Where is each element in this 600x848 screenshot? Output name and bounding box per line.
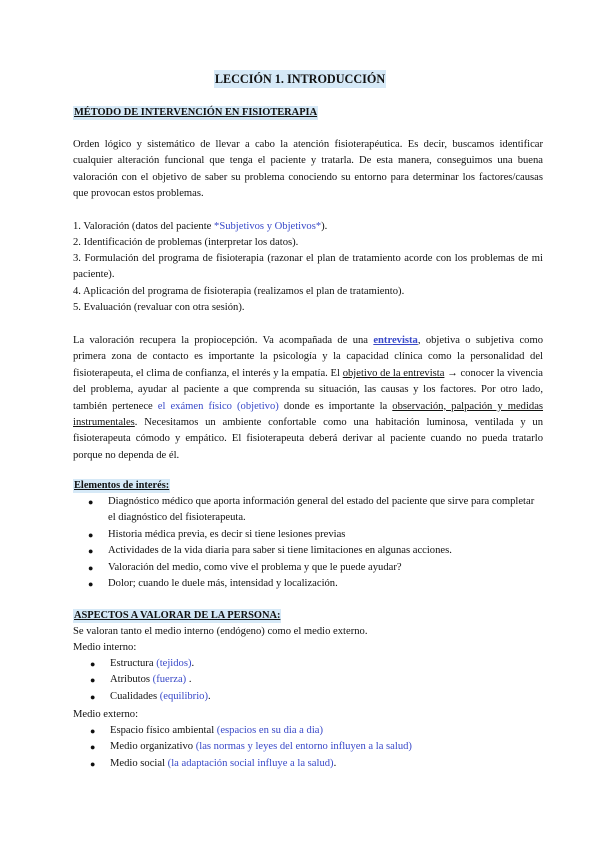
- list-item: [90, 656, 530, 672]
- medio-externo-label: Medio externo:: [73, 709, 139, 720]
- valoracion-text-3: → conocer la vivencia del problema, ayudar al paciente a que comprenda su situación, las causas y los factores. Por otro lado, también pertenece: [73, 367, 543, 412]
- item-highlight: (espacios en su dia a dia): [216, 725, 323, 736]
- bullet-icon: ●: [90, 742, 96, 753]
- examen-fisico-highlight: el exámen físico (objetivo): [157, 400, 279, 412]
- step-3: 3. Formulación del programa de fisioterapia (razonar el plan de tratamiento acorde con los problemas de mi paciente).: [73, 253, 543, 281]
- item-text: Cualidades: [110, 690, 160, 702]
- objetivo-entrevista: objetivo de la entrevista: [342, 367, 445, 379]
- list-item: [90, 689, 530, 705]
- list-item: [90, 723, 530, 739]
- list-item: [84, 543, 544, 559]
- valoracion-text-1: La valoración recupera la propiocepción. Va acompañada de una: [73, 335, 374, 346]
- list-item-text: Actividades de la vida diaria para saber si tiene limitaciones en algunas acciones.: [108, 545, 452, 557]
- item-highlight: (equilibrio): [159, 690, 208, 702]
- item-end: .: [207, 690, 211, 702]
- medio-externo-list: [90, 723, 530, 772]
- bullet-icon: ●: [88, 562, 94, 573]
- list-item: [90, 739, 530, 755]
- step-1-end: ).: [321, 221, 328, 232]
- item-highlight: (fuerza): [152, 674, 187, 686]
- item-text: Espacio físico ambiental: [110, 725, 217, 736]
- section-heading-metodo: [73, 105, 543, 121]
- item-text: Medio social: [110, 757, 168, 769]
- valoracion-text-5: . Necesitamos un ambiente confortable como una habitación luminosa, ventilada y un fisioterapeuta cómodo y empático. El fisioterapeuta deberá derivar al paciente cuando no pueda tratarlo porque no dependa de él.: [73, 417, 543, 461]
- bullet-icon: ●: [90, 659, 96, 669]
- list-item: [90, 756, 530, 772]
- bullet-icon: ●: [90, 726, 96, 736]
- list-item: [84, 576, 544, 592]
- list-item-text: Valoración del medio, como vive el problema y que le puede ayudar?: [108, 561, 402, 573]
- list-item: [90, 672, 530, 688]
- elementos-list: [84, 494, 544, 592]
- medio-interno-label: Medio interno:: [73, 642, 137, 653]
- elementos-heading-text: Elementos de interés:: [74, 480, 170, 491]
- observacion-underline: observación, palpación y medidas instrumentales: [73, 400, 544, 429]
- step-4: 4. Aplicación del programa de fisioterapia (realizamos el plan de tratamiento).: [73, 286, 405, 297]
- aspectos-intro: Se valoran tanto el medio interno (endógeno) como el medio externo.: [73, 626, 368, 637]
- title-container: [0, 70, 600, 89]
- section-heading-aspectos: [73, 608, 543, 624]
- step-1-text: 1. Valoración (datos del paciente: [73, 221, 215, 232]
- valoracion-paragraph: [73, 333, 543, 464]
- bullet-icon: ●: [90, 675, 96, 686]
- step-2: 2. Identificación de problemas (interpretar los datos).: [73, 237, 299, 248]
- bullet-icon: ●: [90, 758, 96, 769]
- bullet-icon: ●: [88, 546, 94, 557]
- bullet-icon: ●: [88, 529, 94, 540]
- step-1: [73, 219, 543, 235]
- valoracion-text-4: donde es importante la: [278, 400, 393, 412]
- section-heading-text: MÉTODO DE INTERVENCIÓN EN FISIOTERAPIA: [74, 107, 318, 118]
- step-1-highlight: *Subjetivos y Objetivos*: [214, 221, 322, 232]
- list-item-text: Historia médica previa, es decir si tiene lesiones previas: [108, 528, 346, 540]
- list-item-text: Dolor; cuando le duele más, intensidad y localización.: [108, 578, 338, 590]
- item-text: Medio organizativo: [110, 741, 196, 753]
- section-heading-elementos: [73, 478, 543, 494]
- list-item: [84, 494, 544, 527]
- item-highlight: (las normas y leyes del entorno influyen a la salud): [195, 741, 412, 753]
- step-5: 5. Evaluación (revaluar con otra sesión).: [73, 302, 245, 313]
- entrevista-link[interactable]: entrevista: [373, 335, 418, 346]
- aspectos-heading-text: ASPECTOS A VALORAR DE LA PERSONA:: [74, 610, 281, 621]
- item-end: .: [333, 757, 337, 769]
- page-title: LECCIÓN 1. INTRODUCCIÓN: [214, 72, 386, 86]
- bullet-icon: ●: [90, 691, 96, 702]
- item-end: .: [191, 658, 195, 669]
- valoracion-text-2: , objetiva o subjetiva como primera zona de contacto es importante la psicología y la capacidad clínica como la personalidad del fisioterapeuta, el clima de confianza, el interés y la empatía. El: [73, 335, 543, 379]
- item-text: Atributos: [110, 674, 153, 686]
- item-text: Estructura: [110, 658, 157, 669]
- item-highlight: (la adaptación social influye a la salud): [167, 757, 334, 769]
- medio-interno-list: [90, 656, 530, 705]
- item-end: .: [186, 674, 192, 686]
- list-item: [84, 560, 544, 576]
- intro-paragraph: Orden lógico y sistemático de llevar a cabo la atención fisioterapéutica. Es decir, buscamos identificar cualquier alteración funcional que tenga el paciente y tratarla. De esta manera, conseguimos una buena valoración con el objetivo de saber su problema conociendo su entorno para determinar los factores/causas que provocan estos problemas.: [73, 139, 543, 200]
- bullet-icon: ●: [88, 497, 94, 507]
- bullet-icon: ●: [88, 579, 94, 590]
- item-highlight: (tejidos): [156, 658, 192, 669]
- list-item: [84, 527, 544, 543]
- list-item-text: Diagnóstico médico que aporta información general del estado del paciente que sirve para completar el diagnóstico del fisioterapeuta.: [108, 496, 535, 524]
